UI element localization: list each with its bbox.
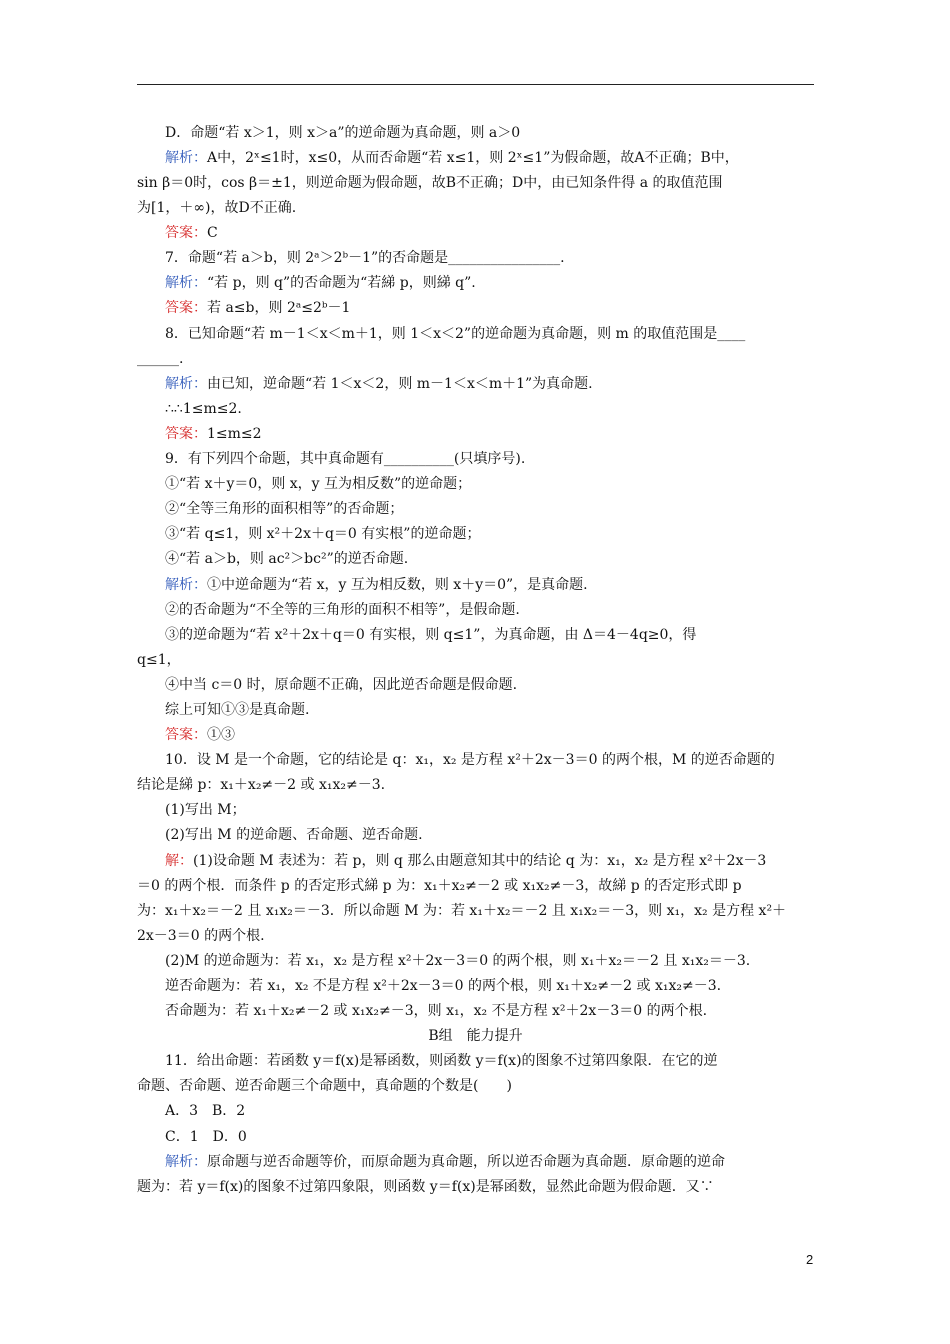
text-line: ①“若 x＋y＝0，则 x，y 互为相反数”的逆命题； [165, 476, 472, 492]
text-line: 结论是綈 p：x₁＋x₂≠－2 或 x₁x₂≠－3. [137, 777, 386, 793]
text-line: ③的逆命题为“若 x²＋2x＋q＝0 有实根，则 q≤1”，为真命题，由 Δ＝4－4q≥0，得 [165, 627, 697, 643]
answer-line: 答案：1≤m≤2 [165, 426, 262, 442]
text-line: 命题、否命题、逆否命题三个命题中，真命题的个数是( ) [137, 1078, 512, 1094]
analysis-label: 解析： [165, 577, 207, 593]
text-line: 逆否命题为：若 x₁，x₂ 不是方程 x²＋2x－3＝0 的两个根，则 x₁＋x₂≠－2 或 x₁x₂≠－3. [165, 978, 722, 994]
analysis-label: 解析： [165, 1154, 207, 1170]
text-line: ③“若 q≤1，则 x²＋2x＋q＝0 有实根”的逆命题； [165, 526, 481, 542]
text-line: ④中当 c＝0 时，原命题不正确，因此逆否命题是假命题. [165, 677, 518, 693]
solution-line: 解：(1)设命题 M 表述为：若 p，则 q 那么由题意知其中的结论 q 为：x₁，x₂ 是方程 x²＋2x－3 [165, 853, 767, 869]
analysis-line: 解析：由已知，逆命题“若 1＜x＜2，则 m－1＜x＜m＋1”为真命题. [165, 376, 593, 392]
analysis-line: 解析：①中逆命题为“若 x，y 互为相反数，则 x＋y＝0”，是真命题. [165, 577, 588, 593]
answer-label: 答案： [165, 727, 207, 743]
text-line: 综上可知①③是真命题. [165, 702, 310, 718]
analysis-label: 解析： [165, 376, 207, 392]
analysis-line: 解析：原命题与逆否命题等价，而原命题为真命题，所以逆否命题为真命题．原命题的逆命 [165, 1154, 725, 1170]
solution-label: 解： [165, 853, 193, 869]
text-line: 否命题为：若 x₁＋x₂≠－2 或 x₁x₂≠－3，则 x₁，x₂ 不是方程 x²＋2x－3＝0 的两个根. [165, 1003, 708, 1019]
analysis-label: 解析： [165, 275, 207, 291]
answer-label: 答案： [165, 426, 207, 442]
answer-line: 答案：C [165, 225, 218, 241]
question-9: 9．有下列四个命题，其中真命题有__________(只填序号). [165, 451, 526, 467]
text-line: 题为：若 y＝f(x)的图象不过第四象限，则函数 y＝f(x)是幂函数，显然此命题为假命题．又∵ [137, 1179, 714, 1195]
text-line: ②“全等三角形的面积相等”的否命题； [165, 501, 404, 517]
text-line: ______. [137, 351, 184, 367]
page-number: 2 [806, 1252, 814, 1267]
answer-label: 答案： [165, 300, 207, 316]
text-line: ∴∴1≤m≤2. [165, 401, 242, 417]
answer-label: 答案： [165, 225, 207, 241]
analysis-line: 解析：“若 p，则 q”的否命题为“若綈 p，则綈 q”. [165, 275, 476, 291]
answer-line: 答案：若 a≤b，则 2ᵃ≤2ᵇ－1 [165, 300, 351, 316]
question-8: 8．已知命题“若 m－1＜x＜m＋1，则 1＜x＜2”的逆命题为真命题，则 m 的取值范围是____ [165, 326, 746, 342]
text-line: q≤1， [137, 652, 181, 668]
text-line: 为：x₁＋x₂＝－2 且 x₁x₂＝－3．所以命题 M 为：若 x₁＋x₂＝－2 且 x₁x₂＝－3，则 x₁，x₂ 是方程 x²＋ [137, 903, 787, 919]
text-line: (2)写出 M 的逆命题、否命题、逆否命题. [165, 827, 423, 843]
choice-line: A．3 B．2 [165, 1103, 246, 1119]
choice-line: C．1 D．0 [165, 1129, 247, 1145]
answer-line: 答案：①③ [165, 727, 235, 743]
section-heading: B组 能力提升 [428, 1028, 523, 1044]
analysis-label: 解析： [165, 150, 207, 166]
analysis-line: 解析：A中，2ˣ≤1时，x≤0，从而否命题“若 x≤1，则 2ˣ≤1”为假命题，故A不正确；B中， [165, 150, 739, 166]
text-line: (2)M 的逆命题为：若 x₁，x₂ 是方程 x²＋2x－3＝0 的两个根，则 x₁＋x₂＝－2 且 x₁x₂＝－3. [165, 953, 751, 969]
question-10: 10．设 M 是一个命题，它的结论是 q：x₁，x₂ 是方程 x²＋2x－3＝0 的两个根，M 的逆否命题的 [165, 752, 775, 768]
question-7: 7．命题“若 a＞b，则 2ᵃ＞2ᵇ－1”的否命题是________________. [165, 250, 565, 266]
text-line: (1)写出 M； [165, 802, 246, 818]
text-line: sin β＝0时，cos β＝±1，则逆命题为假命题，故B不正确；D中，由已知条件得 a 的取值范围 [137, 175, 723, 191]
text-line: 为[1，＋∞)，故D不正确. [137, 200, 297, 216]
option-d-line: D．命题“若 x＞1，则 x＞a”的逆命题为真命题，则 a＞0 [165, 125, 521, 141]
text-line: ④“若 a＞b，则 ac²＞bc²”的逆否命题. [165, 551, 409, 567]
text-line: ＝0 的两个根．而条件 p 的否定形式綈 p 为：x₁＋x₂≠－2 或 x₁x₂≠－3，故綈 p 的否定形式即 p [137, 878, 742, 894]
question-11: 11．给出命题：若函数 y＝f(x)是幂函数，则函数 y＝f(x)的图象不过第四象限．在它的逆 [165, 1053, 718, 1069]
text-line: ②的否命题为“不全等的三角形的面积不相等”，是假命题. [165, 602, 520, 618]
text-line: 2x－3＝0 的两个根. [137, 928, 265, 944]
header-rule [137, 84, 814, 85]
